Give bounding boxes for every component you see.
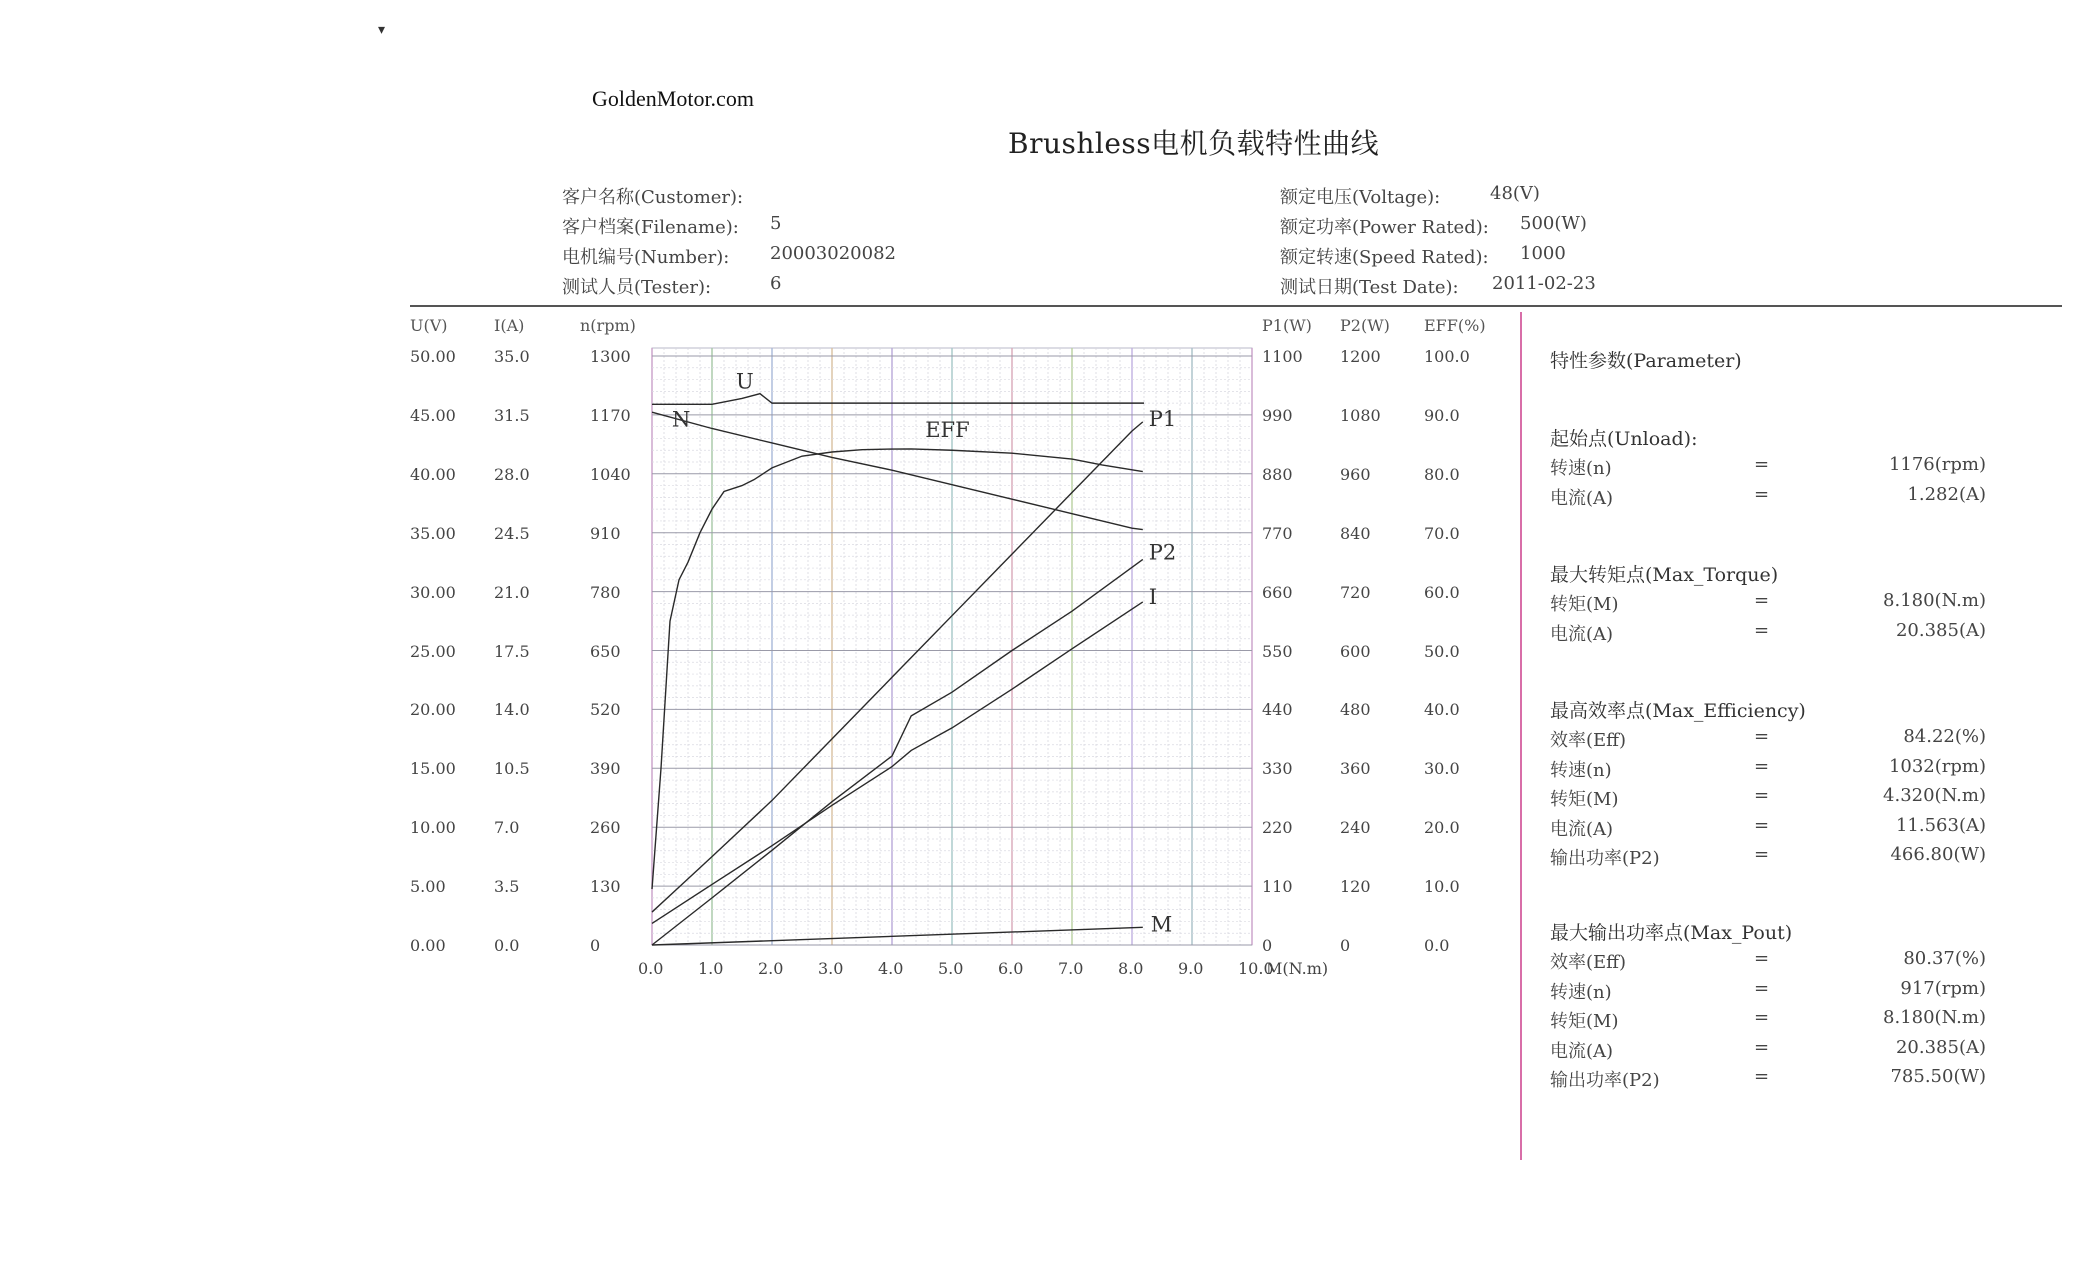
axis-tick-label: 0: [1340, 936, 1351, 955]
x-tick-label: 10.0: [1238, 959, 1274, 978]
axis-head-left-2: n(rpm): [580, 316, 636, 335]
params-row-value: 80.37(%): [1903, 948, 1986, 969]
axis-tick-label: 330: [1262, 759, 1293, 779]
axis-tick-label: 240: [1340, 818, 1371, 838]
params-row-label: 电流(A): [1550, 623, 1614, 645]
x-tick-label: 5.0: [938, 959, 964, 978]
header-left-value: 5: [770, 213, 782, 234]
axis-tick-label: 660: [1262, 582, 1293, 602]
params-row-value: 20.385(A): [1895, 619, 1986, 641]
series-label-p1: P1: [1148, 406, 1177, 431]
params-row-label: 电流(A): [1550, 487, 1614, 509]
params-row-equals: =: [1754, 483, 1770, 505]
series-line-n: [652, 412, 1143, 529]
header-left-label: 电机编号(Number):: [562, 247, 730, 268]
params-row-equals: =: [1754, 1066, 1770, 1087]
params-row-label: 电流(A): [1550, 1040, 1614, 1062]
params-row-label: 转矩(M): [1550, 789, 1619, 810]
axis-tick-label: 780: [590, 582, 621, 602]
axis-tick-label: 30.00: [410, 582, 456, 602]
x-tick-label: 3.0: [818, 959, 844, 978]
series-line-eff: [652, 449, 1143, 889]
params-row-equals: =: [1754, 726, 1770, 747]
axis-tick-label: 50.0: [1424, 641, 1460, 661]
axis-tick-label: 480: [1340, 700, 1371, 720]
params-row-value: 1176(rpm): [1888, 454, 1986, 475]
axis-tick-label: 1200: [1340, 347, 1381, 366]
axis-tick-label: 14.0: [494, 700, 530, 720]
axis-tick-label: 24.5: [494, 523, 530, 543]
header-left-label: 客户档案(Filename):: [562, 217, 739, 238]
axis-tick-label: 1300: [590, 347, 631, 366]
axis-tick-label: 20.0: [1424, 818, 1460, 838]
x-tick-label: 0.0: [638, 959, 664, 978]
axis-tick-label: 650: [590, 641, 621, 661]
header-right-value: 500(W): [1520, 213, 1587, 234]
axis-tick-label: 110: [1262, 877, 1293, 897]
params-row-equals: =: [1754, 948, 1770, 969]
axis-tick-label: 840: [1340, 523, 1371, 543]
axis-tick-label: 10.5: [494, 759, 530, 779]
axis-tick-label: 15.00: [410, 759, 456, 779]
params-row-label: 转速(n): [1550, 759, 1612, 781]
axis-tick-label: 910: [590, 523, 621, 543]
header-right-label: 额定功率(Power Rated):: [1280, 217, 1489, 238]
params-row-value: 4.320(N.m): [1883, 785, 1986, 806]
params-row-label: 输出功率(P2): [1550, 848, 1660, 869]
series-line-m: [652, 927, 1143, 945]
params-row-value: 20.385(A): [1895, 1036, 1986, 1058]
params-row-equals: =: [1754, 590, 1770, 611]
params-row-value: 785.50(W): [1890, 1066, 1986, 1087]
header-right-label: 额定转速(Speed Rated):: [1280, 247, 1489, 268]
x-tick-label: 2.0: [758, 959, 784, 978]
page-title: Brushless电机负载特性曲线: [1008, 127, 1380, 160]
params-row-label: 电流(A): [1550, 818, 1614, 840]
params-row-equals: =: [1754, 454, 1770, 475]
axis-tick-label: 80.0: [1424, 464, 1460, 484]
axis-head-left-1: I(A): [494, 316, 525, 335]
params-row-value: 84.22(%): [1903, 726, 1986, 747]
axis-head-right-1: P2(W): [1340, 316, 1390, 335]
params-row-label: 效率(Eff): [1550, 730, 1626, 751]
axis-tick-label: 35.00: [410, 523, 456, 543]
params-row-equals: =: [1754, 814, 1770, 836]
axis-tick-label: 360: [1340, 759, 1371, 779]
brand-text: GoldenMotor.com: [592, 86, 754, 111]
params-row-equals: =: [1754, 755, 1770, 777]
axis-tick-label: 600: [1340, 641, 1371, 661]
params-row-equals: =: [1754, 619, 1770, 641]
params-row-label: 转矩(M): [1550, 594, 1619, 615]
axis-tick-label: 0.0: [1424, 936, 1450, 955]
header-right-value: 1000: [1520, 243, 1566, 264]
axis-tick-label: 35.0: [494, 347, 530, 366]
axis-tick-label: 10.0: [1424, 877, 1460, 897]
x-tick-label: 7.0: [1058, 959, 1084, 978]
axis-tick-label: 260: [590, 818, 621, 838]
axis-tick-label: 60.0: [1424, 582, 1460, 602]
axis-tick-label: 70.0: [1424, 523, 1460, 543]
axis-head-left-0: U(V): [410, 316, 448, 335]
series-line-p1: [652, 422, 1143, 912]
axis-tick-label: 520: [590, 700, 621, 720]
x-axis-unit: M(N.m): [1266, 959, 1329, 978]
x-tick-label: 8.0: [1118, 959, 1144, 978]
axis-tick-label: 440: [1262, 700, 1293, 720]
axis-tick-label: 100.0: [1424, 347, 1470, 366]
params-section-title: 最大转矩点(Max_Torque): [1550, 564, 1779, 586]
params-row-value: 1032(rpm): [1888, 755, 1986, 777]
params-row-equals: =: [1754, 844, 1770, 865]
params-row-equals: =: [1754, 1036, 1770, 1058]
axis-tick-label: 880: [1262, 464, 1293, 484]
series-label-i: I: [1148, 584, 1158, 609]
params-row-label: 转速(n): [1550, 981, 1612, 1003]
params-row-label: 输出功率(P2): [1550, 1070, 1660, 1091]
params-row-value: 917(rpm): [1900, 977, 1986, 999]
header-right-label: 测试日期(Test Date):: [1280, 277, 1459, 298]
x-tick-label: 9.0: [1178, 959, 1204, 978]
header-right-label: 额定电压(Voltage):: [1280, 187, 1441, 208]
axis-tick-label: 220: [1262, 818, 1293, 838]
params-title: 特性参数(Parameter): [1550, 350, 1742, 372]
axis-tick-label: 1080: [1340, 405, 1381, 425]
x-tick-label: 6.0: [998, 959, 1024, 978]
axis-tick-label: 0.0: [494, 936, 520, 955]
axis-tick-label: 25.00: [410, 641, 456, 661]
series-line-p2: [652, 559, 1143, 945]
axis-head-right-0: P1(W): [1262, 316, 1312, 335]
params-row-value: 8.180(N.m): [1883, 1007, 1986, 1028]
params-row-label: 转矩(M): [1550, 1011, 1619, 1032]
params-row-value: 1.282(A): [1907, 483, 1986, 505]
header-left-label: 测试人员(Tester):: [562, 277, 712, 298]
params-section-title: 最高效率点(Max_Efficiency): [1550, 700, 1806, 722]
axis-tick-label: 90.0: [1424, 405, 1460, 425]
axis-tick-label: 7.0: [494, 818, 520, 838]
x-tick-label: 4.0: [878, 959, 904, 978]
series-line-u: [652, 394, 1144, 405]
params-row-value: 8.180(N.m): [1883, 590, 1986, 611]
axis-tick-label: 1100: [1262, 347, 1303, 366]
axis-tick-label: 120: [1340, 877, 1371, 897]
axis-head-right-2: EFF(%): [1424, 316, 1486, 335]
axis-tick-label: 390: [590, 759, 621, 779]
header-right-value: 48(V): [1490, 183, 1540, 204]
series-label-n: N: [672, 407, 691, 432]
series-label-m: M: [1150, 912, 1173, 937]
series-label-eff: EFF: [925, 417, 970, 442]
axis-tick-label: 0: [1262, 936, 1273, 955]
axis-tick-label: 50.00: [410, 347, 456, 366]
axis-tick-label: 17.5: [494, 641, 530, 661]
params-row-equals: =: [1754, 977, 1770, 999]
axis-tick-label: 770: [1262, 523, 1293, 543]
axis-tick-label: 990: [1262, 405, 1293, 425]
axis-tick-label: 5.00: [410, 877, 446, 897]
axis-tick-label: 30.0: [1424, 759, 1460, 779]
axis-tick-label: 720: [1340, 582, 1371, 602]
params-row-equals: =: [1754, 1007, 1770, 1028]
params-row-label: 效率(Eff): [1550, 952, 1626, 973]
axis-tick-label: 3.5: [494, 877, 520, 897]
header-left-label: 客户名称(Customer):: [562, 187, 744, 208]
axis-tick-label: 1170: [590, 405, 631, 425]
header-left-value: 6: [770, 273, 782, 294]
params-row-label: 转速(n): [1550, 458, 1612, 479]
params-section-title: 起始点(Unload):: [1550, 428, 1698, 450]
axis-tick-label: 40.00: [410, 464, 456, 484]
params-row-value: 466.80(W): [1890, 844, 1986, 865]
axis-tick-label: 550: [1262, 641, 1293, 661]
axis-tick-label: 28.0: [494, 464, 530, 484]
axis-tick-label: 45.00: [410, 405, 456, 425]
header-left-value: 20003020082: [770, 243, 896, 264]
series-label-p2: P2: [1148, 540, 1177, 565]
axis-tick-label: 10.00: [410, 818, 456, 838]
axis-tick-label: 20.00: [410, 700, 456, 720]
axis-tick-label: 130: [590, 877, 621, 897]
params-section-title: 最大输出功率点(Max_Pout): [1550, 922, 1793, 944]
axis-tick-label: 31.5: [494, 405, 530, 425]
params-row-equals: =: [1754, 785, 1770, 806]
axis-tick-label: 21.0: [494, 582, 530, 602]
axis-tick-label: 40.0: [1424, 700, 1460, 720]
header-right-value: 2011-02-23: [1492, 273, 1596, 294]
axis-tick-label: 0: [590, 936, 601, 955]
scan-speck: ▾: [378, 22, 386, 38]
params-row-value: 11.563(A): [1895, 814, 1986, 836]
x-tick-label: 1.0: [698, 959, 724, 978]
series-label-u: U: [736, 369, 754, 394]
axis-tick-label: 1040: [590, 464, 631, 484]
axis-tick-label: 960: [1340, 464, 1371, 484]
axis-tick-label: 0.00: [410, 936, 446, 955]
